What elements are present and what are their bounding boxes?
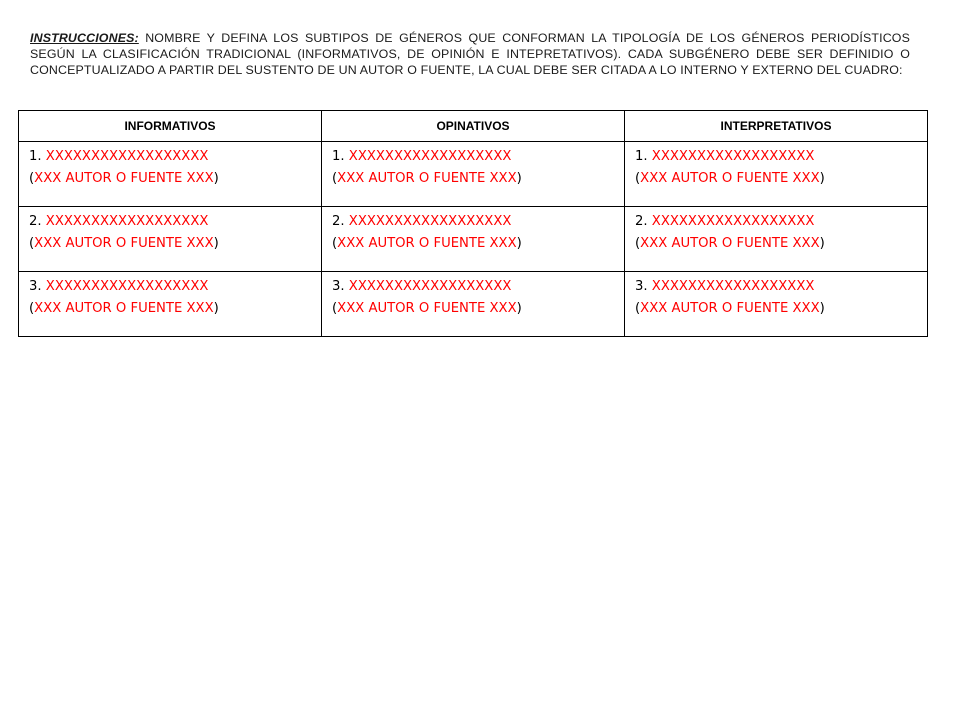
table-row <box>19 207 928 272</box>
subgenre-line <box>332 276 624 298</box>
instructions-paragraph <box>30 30 910 78</box>
cell-interpretativos-3[interactable] <box>625 272 928 337</box>
cell-informativos-1[interactable] <box>19 142 322 207</box>
subgenre-line <box>332 211 624 233</box>
source-line <box>332 168 624 190</box>
close-paren: ) <box>516 301 522 316</box>
subgenre-line <box>635 146 927 168</box>
subgenre-line <box>635 211 927 233</box>
subgenre-line <box>635 276 927 298</box>
close-paren: ) <box>819 171 825 186</box>
header-opinativos: OPINATIVOS <box>322 111 625 142</box>
close-paren: ) <box>213 171 219 186</box>
source-citation: XXX AUTOR O FUENTE XXX <box>34 301 214 316</box>
subgenre-line <box>29 146 321 168</box>
item-number: 3. <box>635 279 652 294</box>
source-citation: XXX AUTOR O FUENTE XXX <box>34 171 214 186</box>
item-number: 2. <box>29 214 46 229</box>
table-row <box>19 272 928 337</box>
close-paren: ) <box>516 171 522 186</box>
source-line <box>635 168 927 190</box>
item-number: 1. <box>635 149 652 164</box>
cell-opinativos-3[interactable] <box>322 272 625 337</box>
item-number: 3. <box>332 279 349 294</box>
close-paren: ) <box>516 236 522 251</box>
source-line <box>29 233 321 255</box>
open-paren: ( <box>635 301 641 316</box>
source-line <box>635 298 927 320</box>
item-number: 1. <box>332 149 349 164</box>
open-paren: ( <box>29 301 35 316</box>
source-citation: XXX AUTOR O FUENTE XXX <box>34 236 214 251</box>
close-paren: ) <box>213 236 219 251</box>
cell-informativos-3[interactable] <box>19 272 322 337</box>
source-line <box>332 298 624 320</box>
source-citation: XXX AUTOR O FUENTE XXX <box>337 171 517 186</box>
open-paren: ( <box>332 171 338 186</box>
open-paren: ( <box>29 236 35 251</box>
subgenre-name: XXXXXXXXXXXXXXXXXX <box>348 279 512 294</box>
cell-opinativos-2[interactable] <box>322 207 625 272</box>
source-citation: XXX AUTOR O FUENTE XXX <box>337 301 517 316</box>
subgenre-line <box>29 211 321 233</box>
instructions-text: NOMBRE Y DEFINA LOS SUBTIPOS DE GÉNEROS QUE CONFORMAN LA TIPOLOGÍA DE LOS GÉNEROS PERIODÍSTICOS SEGÚN LA CLASIFICACIÓN TRADICIONAL (INFORMATIVOS, DE OPINIÓN E INTEPRETATIVOS). CADA SUBGÉNERO DEBE SER DEFINIDIO O CONCEPTUALIZADO A PARTIR DEL SUSTENTO DE UN AUTOR O FUENTE, LA CUAL DEBE SER CITADA A LO INTERNO Y EXTERNO DEL CUADRO: <box>30 31 910 77</box>
open-paren: ( <box>332 236 338 251</box>
subgenre-name: XXXXXXXXXXXXXXXXXX <box>45 279 209 294</box>
subgenre-name: XXXXXXXXXXXXXXXXXX <box>651 149 815 164</box>
genres-table <box>18 110 928 337</box>
header-informativos: INFORMATIVOS <box>19 111 322 142</box>
cell-interpretativos-2[interactable] <box>625 207 928 272</box>
source-citation: XXX AUTOR O FUENTE XXX <box>640 171 820 186</box>
cell-interpretativos-1[interactable] <box>625 142 928 207</box>
subgenre-name: XXXXXXXXXXXXXXXXXX <box>348 149 512 164</box>
close-paren: ) <box>819 301 825 316</box>
subgenre-line <box>332 146 624 168</box>
open-paren: ( <box>29 171 35 186</box>
cell-opinativos-1[interactable] <box>322 142 625 207</box>
item-number: 2. <box>635 214 652 229</box>
open-paren: ( <box>635 171 641 186</box>
instructions-lead: INSTRUCCIONES: <box>30 31 139 45</box>
close-paren: ) <box>819 236 825 251</box>
item-number: 1. <box>29 149 46 164</box>
open-paren: ( <box>635 236 641 251</box>
table-header-row <box>19 111 928 142</box>
subgenre-name: XXXXXXXXXXXXXXXXXX <box>651 279 815 294</box>
source-line <box>29 168 321 190</box>
item-number: 2. <box>332 214 349 229</box>
source-citation: XXX AUTOR O FUENTE XXX <box>337 236 517 251</box>
source-line <box>635 233 927 255</box>
header-interpretativos: INTERPRETATIVOS <box>625 111 928 142</box>
subgenre-name: XXXXXXXXXXXXXXXXXX <box>45 149 209 164</box>
source-citation: XXX AUTOR O FUENTE XXX <box>640 236 820 251</box>
source-line <box>29 298 321 320</box>
subgenre-line <box>29 276 321 298</box>
subgenre-name: XXXXXXXXXXXXXXXXXX <box>348 214 512 229</box>
open-paren: ( <box>332 301 338 316</box>
source-citation: XXX AUTOR O FUENTE XXX <box>640 301 820 316</box>
subgenre-name: XXXXXXXXXXXXXXXXXX <box>45 214 209 229</box>
item-number: 3. <box>29 279 46 294</box>
subgenre-name: XXXXXXXXXXXXXXXXXX <box>651 214 815 229</box>
source-line <box>332 233 624 255</box>
close-paren: ) <box>213 301 219 316</box>
table-row <box>19 142 928 207</box>
cell-informativos-2[interactable] <box>19 207 322 272</box>
